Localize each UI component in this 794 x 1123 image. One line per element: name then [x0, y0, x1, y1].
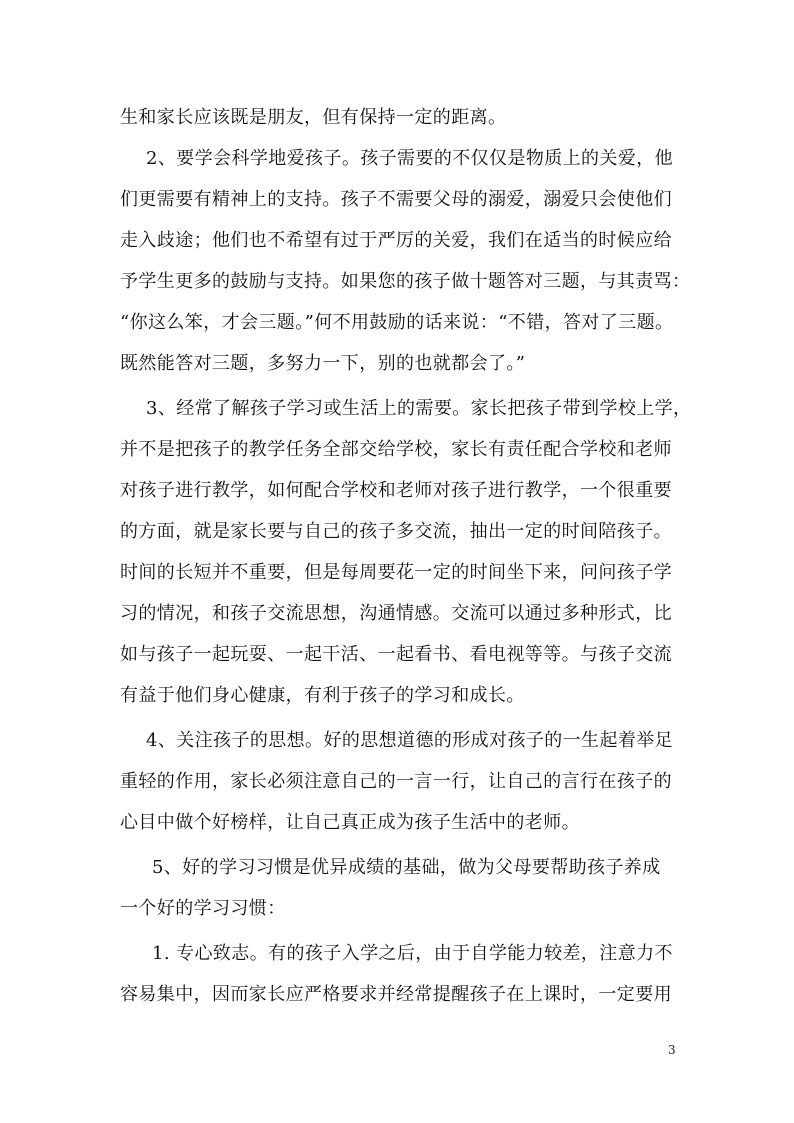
text-line-14: 如与孩子一起玩耍、一起干活、一起看书、看电视等等。与孩子交流 — [120, 644, 672, 665]
text-line-5: 予学生更多的鼓励与支持。如果您的孩子做十题答对三题，与其责骂： — [120, 271, 691, 292]
page-number: 3 — [668, 1043, 676, 1057]
text-line-20: 一个好的学习习惯： — [120, 898, 286, 919]
text-line-19: 5、好的学习习惯是优异成绩的基础，做为父母要帮助孩子养成 — [152, 857, 661, 878]
text-line-22: 容易集中，因而家长应严格要求并经常提醒孩子在上课时，一定要用 — [120, 984, 672, 1005]
text-line-2: 2、要学会科学地爱孩子。孩子需要的不仅仅是物质上的关爱，他 — [146, 148, 674, 169]
text-line-21: 1. 专心致志。有的孩子入学之后，由于自学能力较差，注意力不 — [152, 943, 673, 964]
text-line-8: 3、经常了解孩子学习或生活上的需要。家长把孩子带到学校上学， — [146, 398, 692, 419]
text-line-10: 对孩子进行教学，如何配合学校和老师对孩子进行教学，一个很重要 — [120, 480, 672, 501]
text-line-18: 心目中做个好榜样，让自己真正成为孩子生活中的老师。 — [120, 812, 580, 833]
text-line-13: 习的情况，和孩子交流思想，沟通情感。交流可以通过多种形式，比 — [120, 603, 672, 624]
text-line-6: “你这么笨，才会三题。”何不用鼓励的话来说：“不错，答对了三题。 — [120, 312, 674, 333]
text-line-17: 重轻的作用，家长必须注意自己的一言一行，让自己的言行在孩子的 — [120, 771, 672, 792]
text-line-1: 生和家长应该既是朋友，但有保持一定的距离。 — [120, 107, 507, 128]
text-line-9: 并不是把孩子的教学任务全部交给学校，家长有责任配合学校和老师 — [120, 439, 672, 460]
text-line-16: 4、关注孩子的思想。好的思想道德的形成对孩子的一生起着举足 — [146, 730, 674, 751]
text-line-7: 既然能答对三题，多努力一下，别的也就都会了。” — [120, 353, 526, 374]
text-line-15: 有益于他们身心健康，有利于孩子的学习和成长。 — [120, 685, 525, 706]
text-line-11: 的方面，就是家长要与自己的孩子多交流，抽出一定的时间陪孩子。 — [120, 521, 672, 542]
text-line-3: 们更需要有精神上的支持。孩子不需要父母的溺爱，溺爱只会使他们 — [120, 189, 672, 210]
text-line-12: 时间的长短并不重要，但是每周要花一定的时间坐下来，问问孩子学 — [120, 562, 672, 583]
text-line-4: 走入歧途；他们也不希望有过于严厉的关爱，我们在适当的时候应给 — [120, 230, 672, 251]
